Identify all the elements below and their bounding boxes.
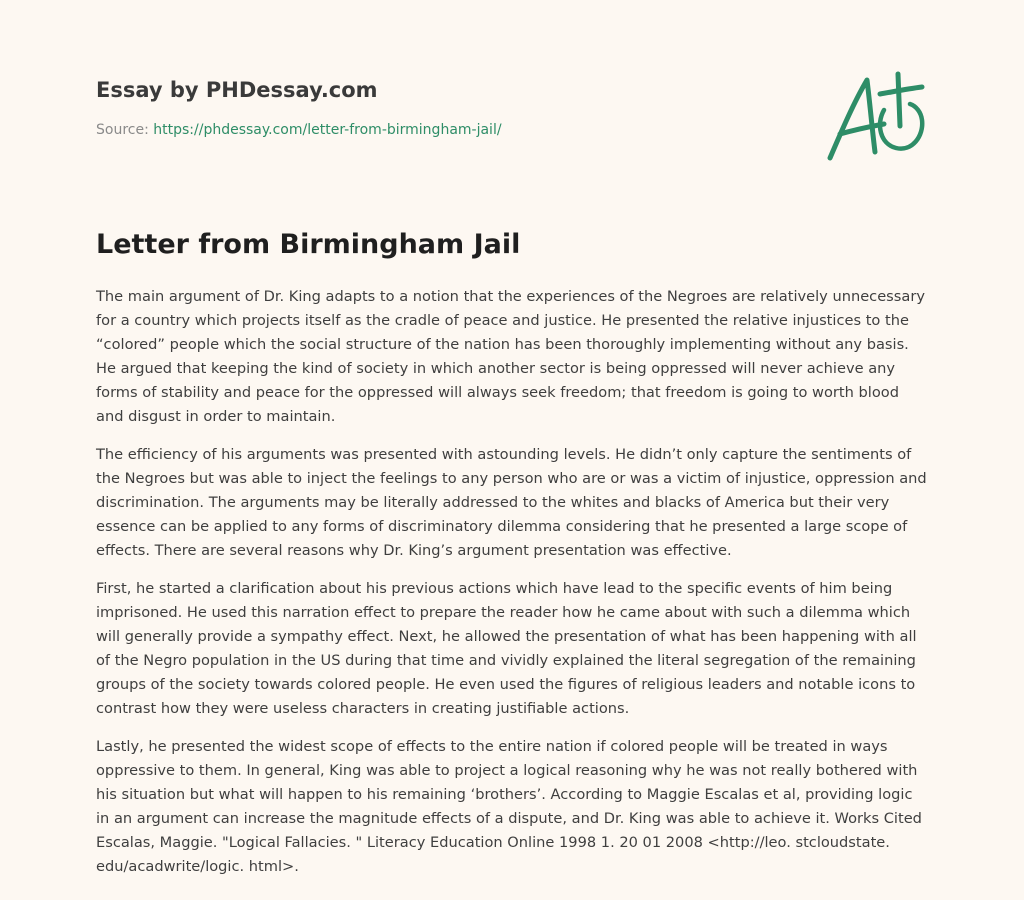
source-line <box>96 120 796 140</box>
source-label: Source: <box>96 122 154 138</box>
paragraph: The efficiency of his arguments was presented with astounding levels. He didn’t only capture the sentiments of the Negroes but was able to inject the feelings to any person who are or was a victim of injustice, oppression and discrimination. The arguments may be literally addressed to the whites and blacks of America but their very essence can be applied to any forms of discriminatory dilemma considering that he presented a large scope of effects. There are several reasons why Dr. King’s argument presentation was effective. <box>96 446 927 559</box>
essay-header <box>96 76 796 140</box>
paragraph: Lastly, he presented the widest scope of effects to the entire nation if colored people will be treated in ways oppressive to them. In general, King was able to project a logical reasoning why he was not really bothered with his situation but what will happen to his remaining ‘brothers’. According to Maggie Escalas et al, providing logic in an argument can increase the magnitude effects of a dispute, and Dr. King was able to achieve it. Works Cited Escalas, Maggie. "Logical Fallacies. " Literacy Education Online 1998 1. 20 01 2008 <http://leo. stcloudstate. edu/acadwrite/logic. html>. <box>96 738 922 875</box>
essay-title: Letter from Birmingham Jail <box>96 229 521 260</box>
site-brand: Essay by PHDessay.com <box>96 78 378 102</box>
a-plus-grade-icon <box>820 68 930 168</box>
paragraph: First, he started a clarification about his previous actions which have lead to the specific events of him being imprisoned. He used this narration effect to prepare the reader how he came about with such a dilemma which will generally provide a sympathy effect. Next, he allowed the presentation of what has been happening with all of the Negro population in the US during that time and vividly explained the literal segregation of the remaining groups of the society towards colored people. He even used the figures of religious leaders and notable icons to contrast how they were useless characters in creating justifiable actions. <box>96 580 917 717</box>
source-link[interactable]: https://phdessay.com/letter-from-birmingham-jail/ <box>153 122 502 138</box>
paragraph: The main argument of Dr. King adapts to a notion that the experiences of the Negroes are relatively unnecessary for a country which projects itself as the cradle of peace and justice. He presented the relative injustices to the “colored” people which the social structure of the nation has been thoroughly implementing without any basis. He argued that keeping the kind of society in which another sector is being oppressed will never achieve any forms of stability and peace for the oppressed will always seek freedom; that freedom is going to worth blood and disgust in order to maintain. <box>96 288 925 425</box>
essay-body <box>96 285 928 893</box>
